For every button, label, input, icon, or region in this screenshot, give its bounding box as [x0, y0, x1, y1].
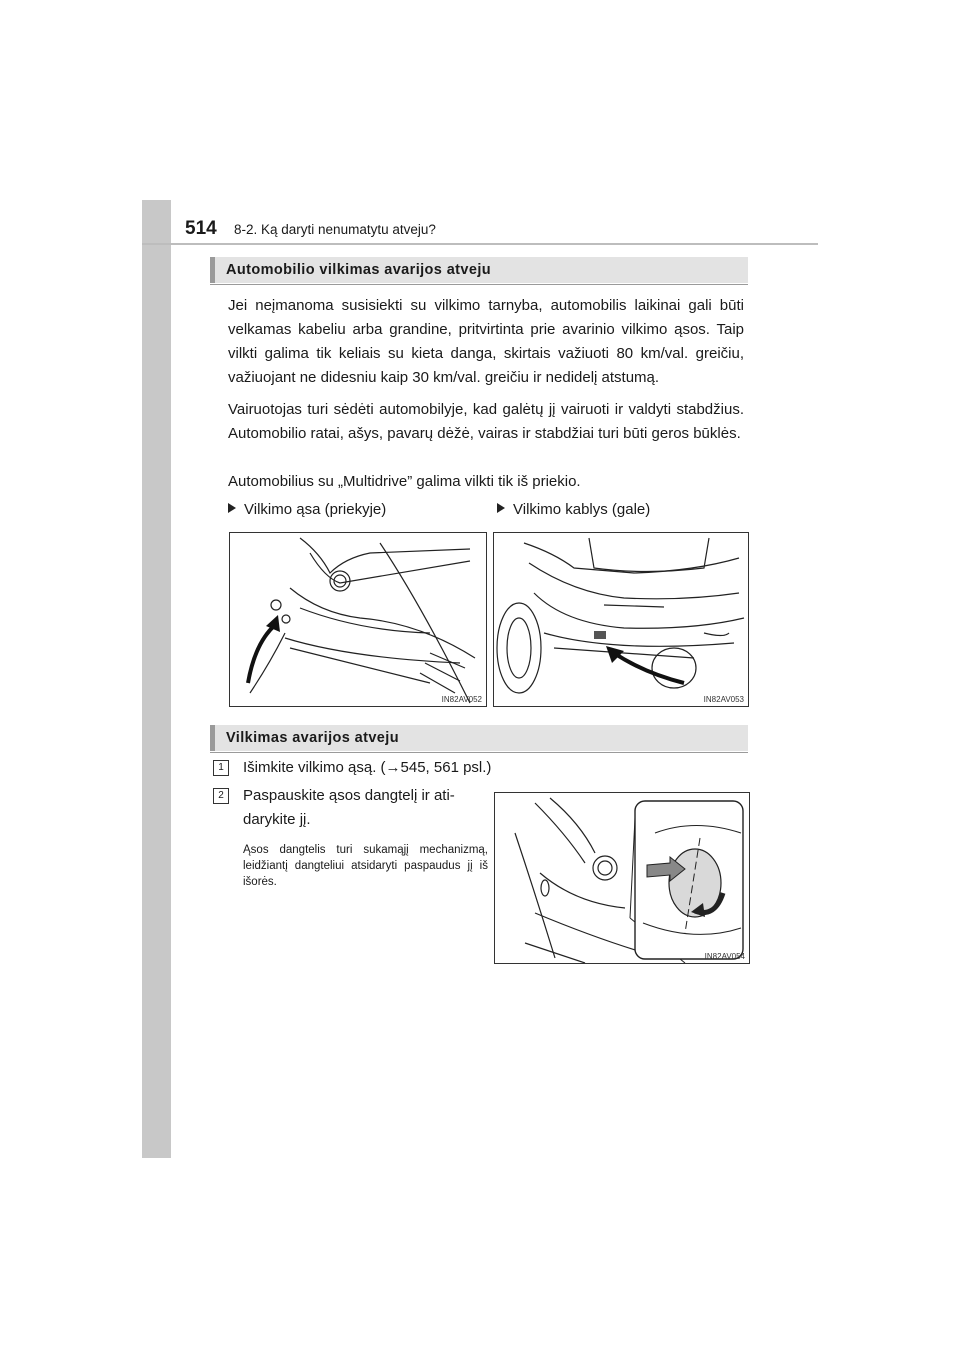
side-thumb-band — [142, 200, 171, 1158]
triangle-bullet-icon — [497, 503, 505, 513]
bullet-rear-hook — [497, 500, 650, 520]
section-heading-emergency-towing — [210, 257, 748, 283]
section-path: 8-2. Ką daryti nenumatytu atveju? — [234, 222, 436, 237]
step-2-text-line2: darykite jį. — [243, 811, 311, 828]
step-1-text: Išimkite vilkimo ąsą. (→545, 561 psl.) — [243, 759, 492, 776]
section-heading-text: Automobilio vilkimas avarijos atveju — [226, 262, 492, 278]
bullet-rear-label: Vilkimo kablys (gale) — [513, 501, 651, 518]
rear-bumper-illustration — [494, 533, 749, 707]
figure-rear-towing-hook — [493, 532, 749, 707]
page-number: 514 — [185, 218, 217, 239]
intro-paragraph: Jei neįmanoma susisiekti su vilkimo tarnyba, automobilis laikinai gali būti velkamas kabeliu arba grandine, pritvirtinta prie avarinio vilkimo ąsos. Taip vilkti galima tik keliais su kieta danga, skirtais važiuoti 80 km/val. greičiu, važiuojant ne didesniu kaip 30 km/val. greičiu ir nedidelį atstumą. — [228, 297, 744, 386]
heading-underline — [210, 284, 748, 285]
front-bumper-illustration — [230, 533, 487, 707]
section-heading-text: Vilkimas avarijos atveju — [226, 730, 399, 746]
multidrive-paragraph: Automobilius su „Multidrive” galima vilkti tik iš priekio. — [228, 473, 581, 490]
header-rule — [142, 243, 818, 245]
triangle-bullet-icon — [228, 503, 236, 513]
figure-code: IN82AV054 — [704, 952, 745, 961]
cover-note: Ąsos dangtelis turi sukamąjį mechanizmą, leidžiantį dangteliui atsidaryti paspaudus jį iš išorės. — [243, 844, 488, 888]
section-heading-towing — [210, 725, 748, 751]
driver-paragraph: Vairuotojas turi sėdėti automobilyje, kad galėtų jį vairuoti ir valdyti stabdžius. Automobilio ratai, ašys, pavarų dėžė, vairas ir stabdžiai turi būti geros būklės. — [228, 401, 744, 442]
figure-code: IN82AV052 — [441, 695, 482, 704]
bullet-front-eyelet — [228, 500, 386, 520]
figure-eyelet-cover — [494, 792, 750, 964]
step-number-1: 1 — [213, 760, 229, 776]
step-2-text-line1: Paspauskite ąsos dangtelį ir ati- — [243, 787, 455, 804]
figure-code: IN82AV053 — [703, 695, 744, 704]
bullet-front-label: Vilkimo ąsa (priekyje) — [244, 501, 387, 518]
eyelet-cover-illustration — [495, 793, 750, 964]
step-number-2: 2 — [213, 788, 229, 804]
heading-underline — [210, 752, 748, 753]
figure-front-towing-eyelet — [229, 532, 487, 707]
